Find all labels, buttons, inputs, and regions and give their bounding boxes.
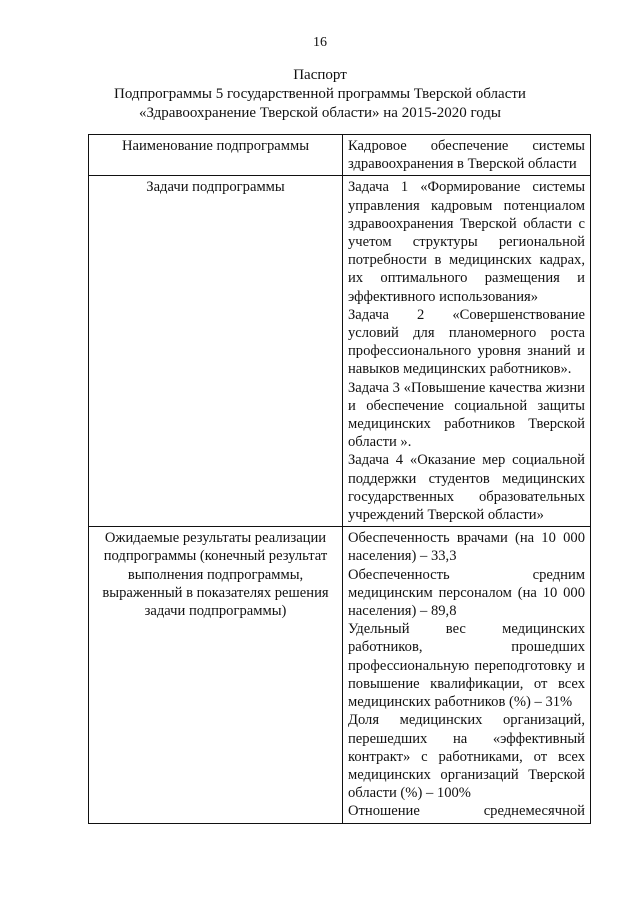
expected-results-label: Ожидаемые результаты реализации подпрограммы (конечный результат выполнения подпрограммы, выраженный в показателях решения задачи подпрограммы) [89,527,343,823]
document-heading [0,66,640,123]
tasks-label: Задачи подпрограммы [89,176,343,527]
result-item-3: Удельный вес медицинских работников, прошедших профессиональную переподготовку и повышение квалификации, от всех медицинских работников (%) – 31% [348,621,585,711]
expected-results-value [343,527,591,823]
subprogram-name-value: Кадровое обеспечение системы здравоохранения в Тверской области [343,135,591,176]
heading-program-name: «Здравоохранение Тверской области» на 2015-2020 годы [139,105,501,121]
page-number: 16 [313,35,327,50]
task-item-3: Задача 3 «Повышение качества жизни и обеспечение социальной защиты медицинских работников Тверской области ». [348,379,585,451]
task-item-4: Задача 4 «Оказание мер социальной поддержки студентов медицинских государственных образовательных учреждений Тверской области» [348,452,585,524]
tasks-value [343,176,591,527]
result-item-1: Обеспеченность врачами (на 10 000 населения) – 33,3 [348,530,585,565]
passport-table [88,134,591,824]
table-row-tasks [89,176,591,527]
result-item-4: Доля медицинских организаций, перешедших на «эффективный контракт» с работниками, от всех медицинских организаций Тверской области (%) – 100% [348,712,585,802]
table-row-subprogram-name [89,135,591,176]
result-item-5: Отношение среднемесячной [348,803,585,820]
table-row-expected-results [89,527,591,823]
heading-title: Паспорт [293,67,347,83]
result-item-2: Обеспеченность средним медицинским персоналом (на 10 000 населения) – 89,8 [348,566,585,620]
heading-subtitle: Подпрограммы 5 государственной программы Тверской области [114,86,526,102]
task-item-2: Задача 2 «Совершенствование условий для планомерного роста профессионального уровня знаний и навыков медицинских работников». [348,306,585,378]
subprogram-name-label: Наименование подпрограммы [89,135,343,176]
task-item-1: Задача 1 «Формирование системы управления кадровым потенциалом здравоохранения Тверской области с учетом структуры региональной потребности в медицинских кадрах, их оптимального размещения и эффективного использования» [348,179,585,305]
